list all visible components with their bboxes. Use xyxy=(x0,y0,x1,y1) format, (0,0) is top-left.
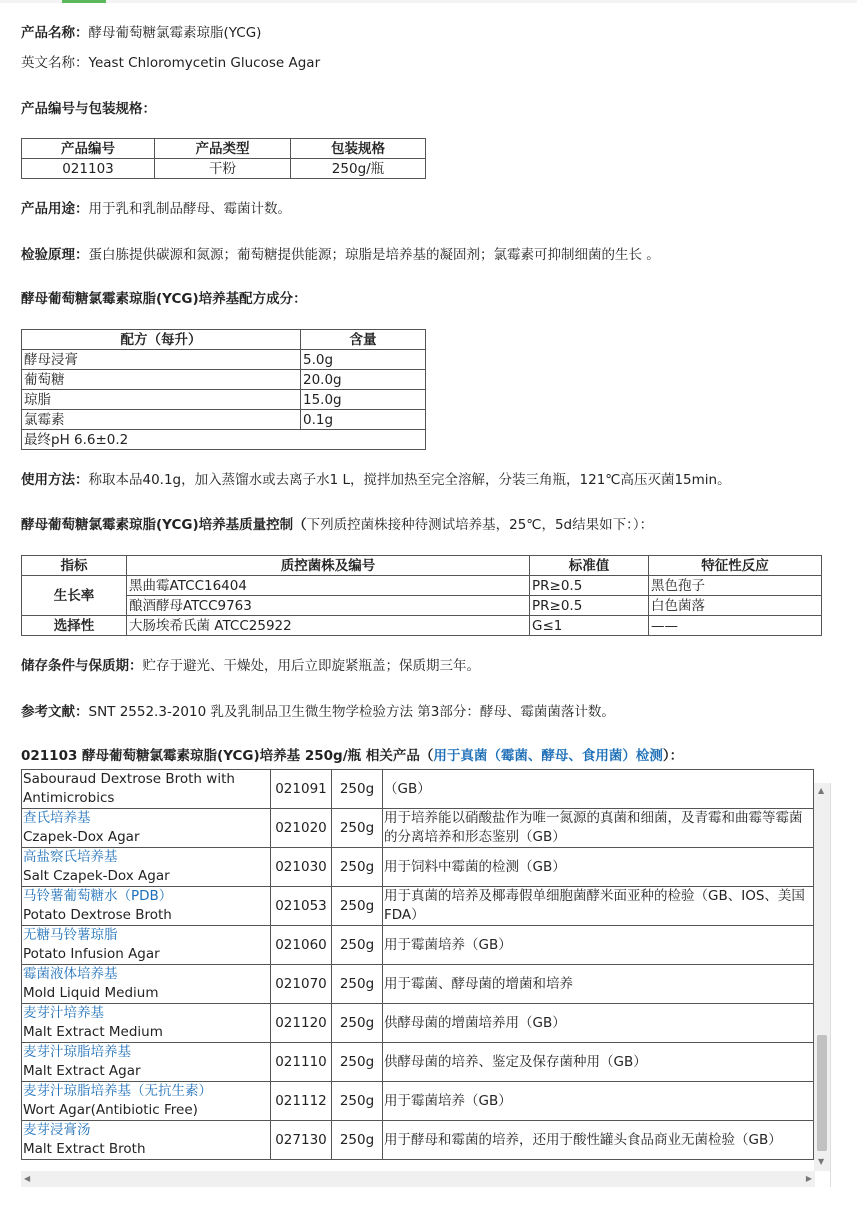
formula-cell: 5.0g xyxy=(301,350,426,370)
qc-growth-label: 生长率 xyxy=(22,576,127,616)
product-name-cell xyxy=(22,887,271,926)
product-name-cell xyxy=(22,848,271,887)
storage-text: 贮存于避光、干燥处，用后立即旋紧瓶盖；保质期三年。 xyxy=(142,658,480,674)
table-row xyxy=(22,576,822,596)
qc-cell: 黑色孢子 xyxy=(649,576,822,596)
spec-header-package: 包装规格 xyxy=(291,139,426,159)
product-name-cell xyxy=(22,770,271,809)
table-row xyxy=(22,410,426,430)
product-desc: 供酵母菌的培养、鉴定及保存菌种用（GB） xyxy=(383,1043,814,1082)
related-products-table xyxy=(21,769,814,1160)
table-row xyxy=(22,1121,814,1160)
product-en-name: Mold Liquid Medium xyxy=(23,985,159,1001)
table-row xyxy=(22,430,426,450)
product-code: 027130 xyxy=(271,1121,332,1160)
top-bar xyxy=(0,0,857,3)
table-row xyxy=(22,926,814,965)
table-row xyxy=(22,965,814,1004)
product-name-label: 产品名称： xyxy=(21,25,89,41)
product-cn-link[interactable]: 麦芽汁培养基 xyxy=(23,1005,104,1021)
principle-text: 蛋白胨提供碳源和氮源；葡萄糖提供能源；琼脂是培养基的凝固剂；氯霉素可抑制细菌的生长 。 xyxy=(88,247,660,263)
formula-cell: 氯霉素 xyxy=(22,410,301,430)
usage-label: 产品用途： xyxy=(21,201,89,217)
product-desc: 用于培养能以硝酸盐作为唯一氮源的真菌和细菌，及青霉和曲霉等霉菌的分离培养和形态鉴别（GB） xyxy=(383,809,814,848)
scroll-up-icon[interactable]: ▲ xyxy=(818,786,825,795)
product-en-name: Malt Extract Broth xyxy=(23,1141,146,1157)
spec-cell-package: 250g/瓶 xyxy=(291,159,426,179)
qc-select-label: 选择性 xyxy=(22,616,127,636)
reference-line xyxy=(21,702,615,722)
spec-cell-code: 021103 xyxy=(22,159,155,179)
scroll-right-icon[interactable]: ▶ xyxy=(805,1174,812,1183)
active-tab-indicator xyxy=(62,0,106,3)
qc-cell: 大肠埃希氏菌 ATCC25922 xyxy=(127,616,530,636)
qc-header-index: 指标 xyxy=(22,556,127,576)
product-desc: （GB） xyxy=(383,770,814,809)
product-cn-link[interactable]: 高盐察氏培养基 xyxy=(23,849,118,865)
product-cn-link[interactable]: 麦芽汁琼脂培养基（无抗生素） xyxy=(23,1083,212,1099)
table-row xyxy=(22,848,814,887)
product-code: 021020 xyxy=(271,809,332,848)
formula-cell: 20.0g xyxy=(301,370,426,390)
formula-header-item: 配方（每升） xyxy=(22,330,301,350)
product-spec: 250g xyxy=(332,770,383,809)
product-desc: 用于真菌的培养及椰毒假单细胞菌酵米面亚种的检验（GB、IOS、美国FDA） xyxy=(383,887,814,926)
table-row xyxy=(22,350,426,370)
product-spec: 250g xyxy=(332,1043,383,1082)
usage-text: 用于乳和乳制品酵母、霉菌计数。 xyxy=(88,201,291,217)
qc-header-reaction: 特征性反应 xyxy=(649,556,822,576)
formula-heading xyxy=(21,289,307,309)
product-code: 021060 xyxy=(271,926,332,965)
product-name-cell xyxy=(22,809,271,848)
table-row xyxy=(22,809,814,848)
related-heading xyxy=(21,746,683,766)
qc-cell: —— xyxy=(649,616,822,636)
table-row xyxy=(22,1004,814,1043)
english-name-line xyxy=(21,53,320,73)
product-en-name: Malt Extract Agar xyxy=(23,1063,141,1079)
method-line xyxy=(21,470,731,490)
table-row xyxy=(22,596,822,616)
product-desc: 用于饲料中霉菌的检测（GB） xyxy=(383,848,814,887)
product-en-name: Sabouraud Dextrose Broth with Antimicrobics xyxy=(23,771,235,806)
product-en-name: Wort Agar(Antibiotic Free) xyxy=(23,1102,198,1118)
product-spec: 250g xyxy=(332,887,383,926)
product-cn-link[interactable]: 霉菌液体培养基 xyxy=(23,966,118,982)
product-code: 021091 xyxy=(271,770,332,809)
formula-cell: 琼脂 xyxy=(22,390,301,410)
product-name-cell xyxy=(22,1043,271,1082)
related-heading-tail: ）： xyxy=(662,748,684,764)
horizontal-scrollbar[interactable] xyxy=(21,1171,815,1187)
related-products-scrollbox[interactable] xyxy=(21,771,831,1187)
product-en-name: Salt Czapek-Dox Agar xyxy=(23,868,170,884)
table-row xyxy=(22,370,426,390)
product-desc: 用于霉菌培养（GB） xyxy=(383,926,814,965)
qc-cell: 白色菌落 xyxy=(649,596,822,616)
formula-table xyxy=(21,329,426,450)
product-cn-link[interactable]: 查氏培养基 xyxy=(23,810,91,826)
product-code: 021110 xyxy=(271,1043,332,1082)
table-row xyxy=(22,887,814,926)
qc-heading-tail: 下列质控菌株接种待测试培养基，25℃，5d结果如下：）： xyxy=(306,517,654,533)
product-name-cell xyxy=(22,965,271,1004)
spec-header-code: 产品编号 xyxy=(22,139,155,159)
product-name-cell xyxy=(22,1004,271,1043)
formula-cell: 葡萄糖 xyxy=(22,370,301,390)
reference-text: SNT 2552.3-2010 乳及乳制品卫生微生物学检验方法 第3部分：酵母、霉菌菌落计数。 xyxy=(88,704,615,720)
table-row xyxy=(22,1082,814,1121)
product-name-cell xyxy=(22,1082,271,1121)
product-code: 021120 xyxy=(271,1004,332,1043)
english-name: Yeast Chloromycetin Glucose Agar xyxy=(88,55,321,71)
storage-line xyxy=(21,656,480,676)
related-category-link[interactable]: 用于真菌（霉菌、酵母、食用菌）检测 xyxy=(433,748,663,764)
product-spec: 250g xyxy=(332,1121,383,1160)
product-desc: 用于霉菌、酵母菌的增菌和培养 xyxy=(383,965,814,1004)
qc-header-strain: 质控菌株及编号 xyxy=(127,556,530,576)
storage-label: 储存条件与保质期： xyxy=(21,658,143,674)
formula-ph: 最终pH 6.6±0.2 xyxy=(22,430,426,450)
principle-label: 检验原理： xyxy=(21,247,89,263)
product-en-name: Malt Extract Medium xyxy=(23,1024,163,1040)
product-spec: 250g xyxy=(332,965,383,1004)
product-spec: 250g xyxy=(332,926,383,965)
usage-line xyxy=(21,199,291,219)
formula-header-amount: 含量 xyxy=(301,330,426,350)
scroll-down-icon[interactable]: ▼ xyxy=(818,1157,825,1166)
product-name: 酵母葡萄糖氯霉素琼脂(YCG) xyxy=(88,25,262,41)
product-name-line xyxy=(21,23,261,43)
product-cn-link[interactable]: 麦芽汁琼脂培养基 xyxy=(23,1044,131,1060)
product-code: 021030 xyxy=(271,848,332,887)
product-code: 021053 xyxy=(271,887,332,926)
qc-cell: 黑曲霉ATCC16404 xyxy=(127,576,530,596)
product-name-cell xyxy=(22,926,271,965)
product-en-name: Czapek-Dox Agar xyxy=(23,829,140,845)
spec-heading xyxy=(21,99,156,119)
product-spec: 250g xyxy=(332,1082,383,1121)
product-name-cell xyxy=(22,1121,271,1160)
english-name-label: 英文名称： xyxy=(21,55,89,71)
scroll-left-icon[interactable]: ◀ xyxy=(24,1174,31,1183)
product-code: 021070 xyxy=(271,965,332,1004)
table-row xyxy=(22,1043,814,1082)
principle-line xyxy=(21,245,660,265)
spec-heading-text: 产品编号与包装规格： xyxy=(21,101,156,117)
formula-heading-text: 酵母葡萄糖氯霉素琼脂(YCG)培养基配方成分： xyxy=(21,291,307,307)
spec-header-type: 产品类型 xyxy=(155,139,291,159)
product-spec: 250g xyxy=(332,809,383,848)
reference-label: 参考文献： xyxy=(21,704,89,720)
qc-cell: 酿酒酵母ATCC9763 xyxy=(127,596,530,616)
scrollbar-thumb[interactable] xyxy=(817,1035,827,1151)
table-row xyxy=(22,390,426,410)
method-text: 称取本品40.1g，加入蒸馏水或去离子水1 L，搅拌加热至完全溶解，分装三角瓶，121℃高压灭菌15min。 xyxy=(88,472,731,488)
product-cn-link[interactable]: 麦芽浸膏汤 xyxy=(23,1122,91,1138)
vertical-scrollbar[interactable] xyxy=(814,783,830,1171)
spec-table xyxy=(21,138,426,179)
formula-cell: 15.0g xyxy=(301,390,426,410)
qc-cell: G≤1 xyxy=(530,616,649,636)
product-desc: 供酵母菌的增菌培养用（GB） xyxy=(383,1004,814,1043)
formula-cell: 酵母浸膏 xyxy=(22,350,301,370)
qc-cell: PR≥0.5 xyxy=(530,596,649,616)
qc-heading-text: 酵母葡萄糖氯霉素琼脂(YCG)培养基质量控制（ xyxy=(21,517,307,533)
qc-table xyxy=(21,555,822,636)
product-en-name: Potato Infusion Agar xyxy=(23,946,160,962)
product-cn-link[interactable]: 无糖马铃薯琼脂 xyxy=(23,927,118,943)
product-cn-link[interactable]: 马铃薯葡萄糖水（PDB） xyxy=(23,888,173,904)
product-spec: 250g xyxy=(332,1004,383,1043)
qc-header-standard: 标准值 xyxy=(530,556,649,576)
product-desc: 用于酵母和霉菌的培养，还用于酸性罐头食品商业无菌检验（GB） xyxy=(383,1121,814,1160)
product-code: 021112 xyxy=(271,1082,332,1121)
table-row xyxy=(22,770,814,809)
qc-heading xyxy=(21,515,653,535)
related-heading-text: 021103 酵母葡萄糖氯霉素琼脂(YCG)培养基 250g/瓶 相关产品（ xyxy=(21,748,434,764)
product-spec: 250g xyxy=(332,848,383,887)
product-desc: 用于霉菌培养（GB） xyxy=(383,1082,814,1121)
table-row xyxy=(22,616,822,636)
formula-cell: 0.1g xyxy=(301,410,426,430)
product-en-name: Potato Dextrose Broth xyxy=(23,907,172,923)
qc-cell: PR≥0.5 xyxy=(530,576,649,596)
spec-cell-type: 干粉 xyxy=(155,159,291,179)
method-label: 使用方法： xyxy=(21,472,89,488)
